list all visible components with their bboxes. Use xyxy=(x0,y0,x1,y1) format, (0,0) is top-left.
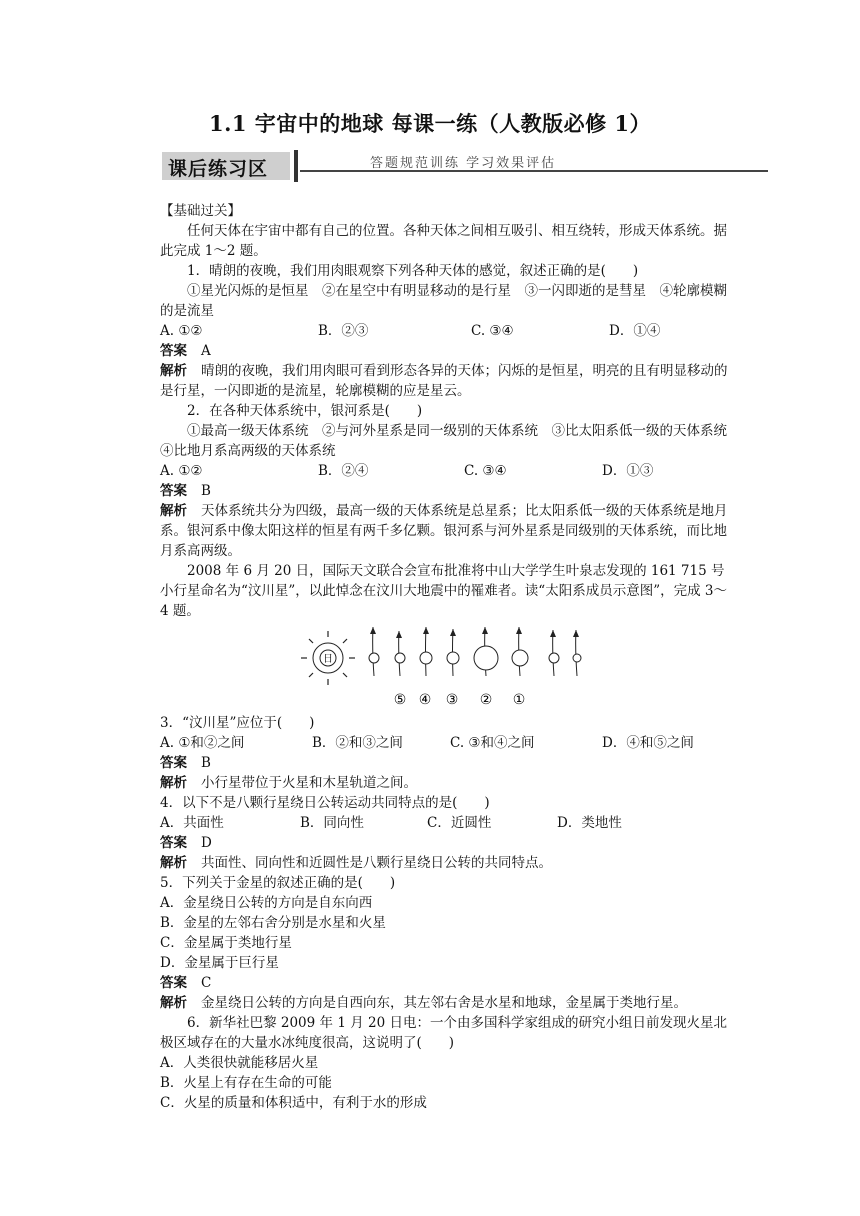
orbit-number-4: ④ xyxy=(418,692,432,708)
arrow-icon xyxy=(573,630,579,637)
q5-stem: 5．下列关于金星的叙述正确的是( ) xyxy=(160,875,396,891)
section-banner xyxy=(162,150,768,184)
planet-neptune xyxy=(573,654,581,662)
q1-option-b: B．②③ xyxy=(318,323,369,339)
orbit-number-2: ② xyxy=(479,692,493,708)
q4-analysis-text: 共面性、同向性和近圆性是八颗行星绕日公转的共同特点。 xyxy=(201,855,552,871)
q1-analysis xyxy=(160,361,730,401)
q3-option-b: B．②和③之间 xyxy=(312,735,403,751)
q1-analysis-text: 晴朗的夜晚，我们用肉眼可看到形态各异的天体；闪烁的是恒星，明亮的且有明显移动的是行星，一闪即逝的是流星，轮廓模糊的应是星云。 xyxy=(160,363,728,399)
q1-option-a: A. ①② xyxy=(160,323,203,339)
q6-option-c: C．火星的质量和体积适中，有利于水的形成 xyxy=(160,1095,427,1111)
planet-venus xyxy=(395,653,405,663)
q3-answer-label: 答案 xyxy=(160,755,187,771)
q3-answer-value: B xyxy=(201,755,211,771)
orbit-line xyxy=(373,627,374,676)
q3-analysis xyxy=(160,773,730,793)
banner-divider xyxy=(294,150,298,182)
q5-option-c: C．金星属于类地行星 xyxy=(160,935,292,951)
q2-answer xyxy=(160,481,730,501)
q2-analysis-label: 解析 xyxy=(160,503,187,519)
q4-analysis-label: 解析 xyxy=(160,855,187,871)
intro2-text: 2008 年 6 月 20 日，国际天文联合会宣布批准将中山大学学生叶泉志发现的 161 715 号小行星命名为“汶川星”，以此悼念在汶川大地震中的罹难者。读“太阳系成员示意图”，完成 3～4 题。 xyxy=(160,563,727,619)
banner-label: 课后练习区 xyxy=(168,158,269,180)
q2-analysis-text: 天体系统共分为四级，最高一级的天体系统是总星系；比太阳系低一级的天体系统是地月系。银河系中像太阳这样的恒星有两千多亿颗。银河系与河外星系是同级别的天体系统，而比地月系高两级。 xyxy=(160,503,728,559)
q5-analysis-text: 金星绕日公转的方向是自西向东，其左邻右舍是水星和地球，金星属于类地行星。 xyxy=(201,995,687,1011)
orbit-number-3: ③ xyxy=(445,692,459,708)
q5-option-b: B．金星的左邻右舍分别是水星和火星 xyxy=(160,915,386,931)
section-heading: 【基础过关】 xyxy=(160,203,241,219)
q3-stem: 3．“汶川星”应位于( ) xyxy=(160,715,315,731)
q4-option-d: D．类地性 xyxy=(557,815,622,831)
q1-stem: 1．晴朗的夜晚，我们用肉眼观察下列各种天体的感觉，叙述正确的是( ) xyxy=(187,263,639,279)
q3-answer xyxy=(160,753,730,773)
q1-option-c: C. ③④ xyxy=(471,323,514,339)
q5-answer xyxy=(160,973,730,993)
q3-option-d: D．④和⑤之间 xyxy=(602,735,694,751)
page-title: 1.1 宇宙中的地球 每课一练（人教版必修 1） xyxy=(208,111,652,136)
q1-answer-value: A xyxy=(201,343,211,359)
banner-subtitle: 答题规范训练 学习效果评估 xyxy=(370,156,557,171)
q2-option-a: A. ①② xyxy=(160,463,203,479)
q3-options xyxy=(160,733,730,753)
q4-option-b: B．同向性 xyxy=(300,815,364,831)
q1-answer xyxy=(160,341,730,361)
q6-option-a: A．人类很快就能移居火星 xyxy=(160,1055,319,1071)
arrow-icon xyxy=(423,627,429,634)
q4-answer-label: 答案 xyxy=(160,835,187,851)
q6-option-b: B．火星上有存在生命的可能 xyxy=(160,1075,332,1091)
intro-text: 任何天体在宇宙中都有自己的位置。各种天体之间相互吸引、相互绕转，形成天体系统。据此完成 1～2 题。 xyxy=(160,223,727,259)
solar-system-diagram xyxy=(160,627,730,711)
q3-analysis-text: 小行星带位于火星和木星轨道之间。 xyxy=(201,775,417,791)
q5-analysis xyxy=(160,993,730,1013)
q4-answer-value: D xyxy=(201,835,212,851)
q1-analysis-label: 解析 xyxy=(160,363,187,379)
q4-stem: 4．以下不是八颗行星绕日公转运动共同特点的是( ) xyxy=(160,795,490,811)
q4-answer xyxy=(160,833,730,853)
planet-mercury xyxy=(369,653,379,663)
q1-answer-label: 答案 xyxy=(160,343,187,359)
planet-uranus xyxy=(549,653,559,663)
q2-analysis xyxy=(160,501,730,561)
q2-option-c: C. ③④ xyxy=(464,463,507,479)
q5-option-a: A．金星绕日公转的方向是自东向西 xyxy=(160,895,373,911)
q4-option-c: C．近圆性 xyxy=(427,815,492,831)
planet-jupiter xyxy=(474,646,498,670)
orbit-line xyxy=(426,627,427,676)
sun-label: 日 xyxy=(323,654,333,665)
arrow-icon xyxy=(482,627,488,634)
q1-options xyxy=(160,321,730,341)
q2-option-d: D．①③ xyxy=(602,463,654,479)
q2-answer-label: 答案 xyxy=(160,483,187,499)
q4-analysis xyxy=(160,853,730,873)
q2-items: ①最高一级天体系统 ②与河外星系是同一级别的天体系统 ③比太阳系低一级的天体系统 ④比地月系高两级的天体系统 xyxy=(160,423,741,459)
q3-analysis-label: 解析 xyxy=(160,775,187,791)
exercise-content xyxy=(160,201,741,1113)
q5-answer-value: C xyxy=(201,975,212,991)
q5-answer-label: 答案 xyxy=(160,975,187,991)
q6-stem: 6．新华社巴黎 2009 年 1 月 20 日电：一个由多国科学家组成的研究小组日前发现火星北极区域存在的大量水冰纯度很高，这说明了( ) xyxy=(160,1015,727,1051)
q2-answer-value: B xyxy=(201,483,211,499)
arrow-icon xyxy=(550,630,556,637)
planet-earth xyxy=(420,652,432,664)
q2-options xyxy=(160,461,730,481)
q2-option-b: B．②④ xyxy=(318,463,369,479)
orbit-number-1: ① xyxy=(512,692,526,708)
q5-option-d: D．金星属于巨行星 xyxy=(160,955,279,971)
q5-analysis-label: 解析 xyxy=(160,995,187,1011)
orbit-number-5: ⑤ xyxy=(393,692,407,708)
banner-label-box xyxy=(162,152,290,180)
q3-option-c: C. ③和④之间 xyxy=(450,735,535,751)
arrow-icon xyxy=(516,627,522,634)
planet-saturn xyxy=(512,650,528,666)
q4-option-a: A．共面性 xyxy=(160,815,224,831)
planet-mars xyxy=(447,652,459,664)
q2-stem: 2．在各种天体系统中，银河系是( ) xyxy=(187,403,423,419)
arrow-icon xyxy=(370,627,376,634)
q1-items: ①星光闪烁的是恒星 ②在星空中有明显移动的是行星 ③一闪即逝的是彗星 ④轮廓模糊的是流星 xyxy=(160,283,727,319)
arrow-icon xyxy=(450,629,456,636)
q1-option-d: D．①④ xyxy=(609,323,661,339)
q4-options xyxy=(160,813,730,833)
q3-option-a: A. ①和②之间 xyxy=(160,735,245,751)
arrow-icon xyxy=(396,631,402,638)
